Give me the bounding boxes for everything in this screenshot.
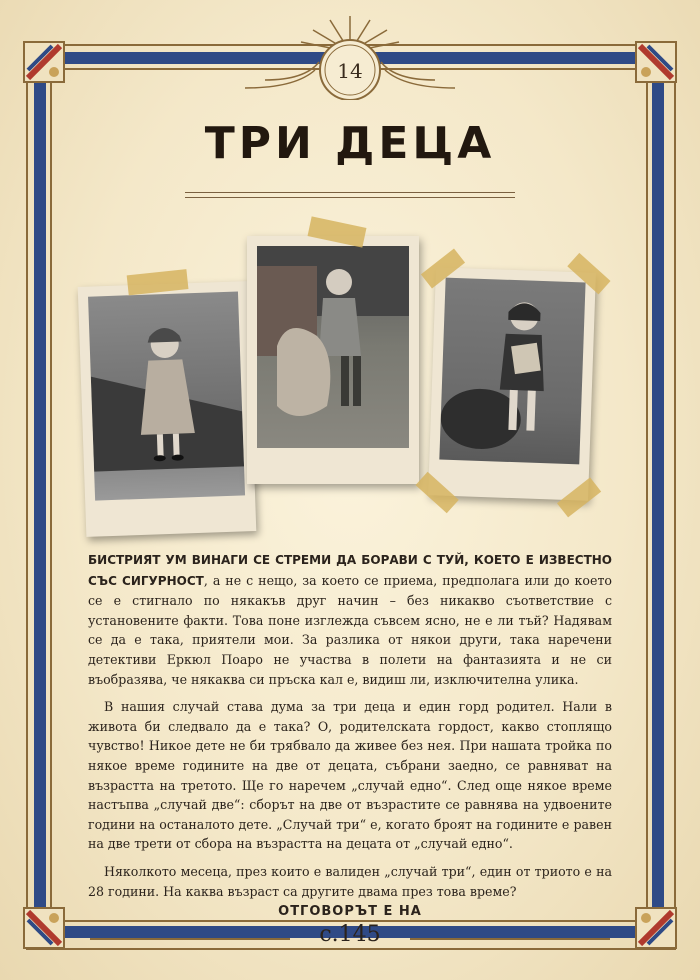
lead-text: БИСТРИЯТ УМ ВИНАГИ СЕ СТРЕМИ ДА БОРАВИ С ТУЙ, КОЕТО Е ИЗВЕСТНО СЪС СИГУРНОСТ [88, 553, 612, 588]
title-divider [185, 192, 515, 198]
paragraph-3: Няколкото месеца, през които е валиден „случай три“, един от триото е на 28 години. На каква възраст са другите двама през това време? [88, 863, 612, 899]
answer-page-link[interactable]: с.145 [319, 922, 381, 947]
corner-ornament-icon [634, 40, 678, 84]
photo-girl-book [428, 267, 596, 500]
answer-label: ОТГОВОРЪТ Е НА [278, 904, 422, 919]
paragraph-1-rest: , а не с нещо, за което се приема, предполага или до което се е стигнало по някакъв друг начин – без никакво съответствие с установените факти. Това поне изглежда съвсем ясно, не е ли тъй? Надявам се да е така, приятели мои. За разлика от някои други, така наречени детективи Еркюл Поаро не участва в полети на фантазията и не си въобразява, че някаква си пръска кал е, видиш ли, изключителна улика. [88, 572, 612, 687]
photo-girl-coat [78, 281, 257, 537]
child-photo-icon [88, 291, 245, 500]
corner-ornament-icon [22, 40, 66, 84]
paragraph-2: В нашия случай става дума за три деца и един горд родител. Нали в живота би следвало да е така? О, родителската гордост, какво стоплящо чувство! Никое дете не би трябвало да живее без нея. При нашата тройка по някое време годините на две от децата, събрани заедно, се равняват на възрастта на третото. Ще го наречем „случай едно“. След още някое време настъпва „случай две“: сборът на две от възрастите се равнява на удвоените години на останалото дете. „Случай три“ е, когато броят на годините е равен на две трети от сбора на възрастта на децата от „случай едно“. [88, 699, 612, 852]
paragraph-1 [88, 550, 612, 689]
child-photo-icon [257, 246, 409, 448]
page-number: 14 [337, 59, 363, 83]
page-title: ТРИ ДЕЦА [204, 118, 496, 169]
body-text [88, 550, 612, 909]
child-photo-icon [439, 278, 585, 465]
photo-boy-dog [247, 236, 419, 484]
